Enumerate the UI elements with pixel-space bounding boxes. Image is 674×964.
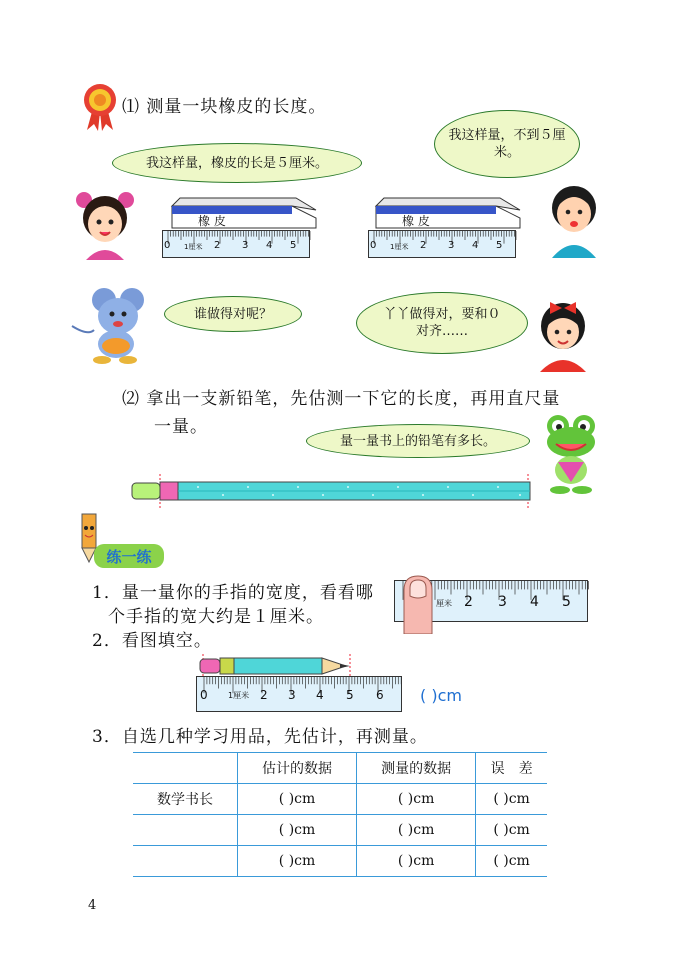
table-cell	[133, 846, 238, 877]
page-number: 4	[88, 898, 97, 913]
boy-character-icon	[546, 182, 602, 258]
tick-label: 5	[290, 240, 297, 251]
speech-bubble-frog-text: 量一量书上的铅笔有多长。	[339, 433, 496, 449]
table-header-cell: 误 差	[476, 753, 547, 784]
tick-label: 3	[448, 240, 455, 251]
table-cell: ( )cm	[476, 784, 547, 815]
tick-label: 2	[464, 594, 473, 610]
tick-label: 厘米	[436, 599, 452, 608]
long-pencil	[128, 474, 540, 508]
table-cell: ( )cm	[238, 815, 357, 846]
tick-label: 4	[266, 240, 273, 251]
tick-label: 3	[498, 594, 507, 610]
tick-label: 0	[164, 240, 171, 251]
speech-bubble-boy-text: 我这样量，不到５厘米。	[448, 128, 566, 160]
table-cell: ( )cm	[238, 784, 357, 815]
table-row	[133, 784, 547, 815]
girl-character-icon	[72, 188, 138, 260]
table-header-cell	[133, 753, 238, 784]
question-1-number: ⑴	[122, 97, 140, 117]
eraser-right	[372, 196, 522, 232]
table-cell: ( )cm	[357, 784, 476, 815]
table-cell: ( )cm	[357, 846, 476, 877]
tick-label: 1厘米	[184, 243, 203, 251]
exercise-2: 2．看图填空。	[92, 631, 212, 651]
table-cell: ( )cm	[476, 846, 547, 877]
tick-label: 5	[346, 688, 354, 702]
tick-label: 2	[214, 240, 221, 251]
practice-title-banner	[94, 544, 164, 568]
speech-bubble-mouse-text: 谁做得对呢？	[193, 306, 272, 322]
eraser-left-label: 橡 皮	[198, 214, 226, 228]
speech-bubble-boy	[434, 110, 580, 178]
tick-label: 3	[242, 240, 249, 251]
tick-label: 0	[200, 688, 208, 702]
question-2-number: ⑵	[122, 389, 140, 409]
tick-label: 0	[370, 240, 377, 251]
speech-bubble-frog	[306, 424, 530, 458]
tick-label: 6	[376, 688, 384, 702]
table-header-cell: 估计的数据	[238, 753, 357, 784]
exercise-1-line2: 个手指的宽大约是１厘米。	[108, 607, 324, 627]
table-cell: ( )cm	[238, 846, 357, 877]
table-header-row	[133, 753, 547, 784]
eraser-right-label: 橡 皮	[402, 214, 430, 228]
tick-label: 2	[260, 688, 268, 702]
exercise-3: 3．自选几种学习用品，先估计，再测量。	[92, 727, 428, 747]
tick-label: 5	[562, 594, 571, 610]
ribbon-badge-icon	[80, 82, 120, 132]
speech-bubble-girl	[112, 143, 362, 183]
table-row	[133, 815, 547, 846]
table-cell: ( )cm	[357, 815, 476, 846]
measurement-table	[133, 752, 547, 877]
speech-bubble-mouse	[164, 296, 302, 332]
tick-label: 1厘米	[390, 243, 409, 251]
table-cell: ( )cm	[476, 815, 547, 846]
tick-label: 2	[420, 240, 427, 251]
table-header-cell: 测量的数据	[357, 753, 476, 784]
ruler-right-labels	[368, 240, 516, 254]
tick-label: 1厘米	[228, 691, 250, 700]
mouse-character-icon	[68, 286, 152, 364]
tick-label: 4	[316, 688, 324, 702]
finger-icon	[400, 574, 436, 634]
tick-label: 5	[496, 240, 503, 251]
question-2-text-line1: 拿出一支新铅笔，先估测一下它的长度，再用直尺量	[146, 389, 561, 409]
frog-character-icon	[540, 412, 602, 494]
table-row	[133, 846, 547, 877]
exercise-2-answer-text: ( )cm	[420, 686, 462, 705]
exercise-1-line1: 1．量一量你的手指的宽度，看看哪	[92, 583, 374, 603]
table-cell: 数学书长	[133, 784, 238, 815]
speech-bubble-girl-text: 我这样量，橡皮的长是５厘米。	[145, 155, 328, 171]
tick-label: 3	[288, 688, 296, 702]
practice-title: 练一练	[106, 547, 152, 566]
table-cell	[133, 815, 238, 846]
ruler-left-labels	[162, 240, 310, 254]
question-1-text: 测量一块橡皮的长度。	[146, 97, 327, 117]
question-2	[122, 384, 560, 409]
eraser-left	[168, 196, 318, 232]
ruler-pencil	[196, 676, 402, 712]
short-pencil	[196, 654, 356, 678]
speech-bubble-girl2	[356, 292, 528, 354]
girl-red-bow-character-icon	[532, 292, 594, 372]
speech-bubble-girl2-text: 丫丫做得对，要和０对齐……	[383, 307, 501, 339]
question-2-text-line2: 一量。	[154, 417, 208, 437]
tick-label: 4	[530, 594, 539, 610]
question-1	[122, 92, 326, 117]
tick-label: 4	[472, 240, 479, 251]
question-2-line2	[154, 412, 208, 437]
exercise-2-answer	[420, 686, 462, 705]
